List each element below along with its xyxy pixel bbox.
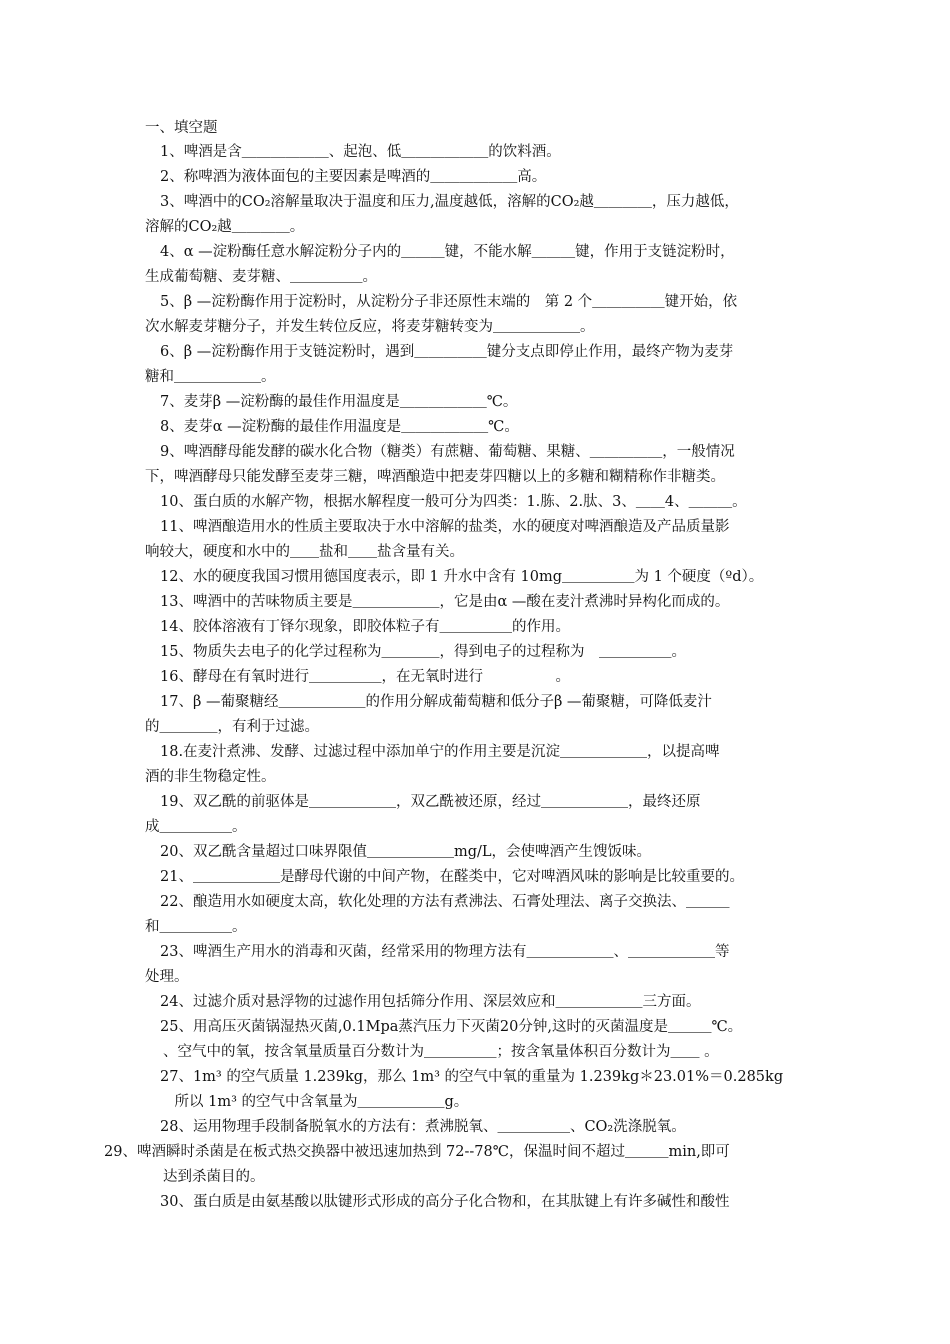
question-line: 酒的非生物稳定性。 bbox=[145, 769, 276, 785]
question-line: 成＿＿＿＿＿。 bbox=[145, 819, 247, 835]
question-line: 16、酵母在有氧时进行＿＿＿＿＿，在无氧时进行 。 bbox=[160, 669, 570, 685]
question-line: 6、β —淀粉酶作用于支链淀粉时，遇到＿＿＿＿＿键分支点即停止作用，最终产物为麦芽 bbox=[160, 344, 734, 360]
question-line: 、空气中的氧，按含氧量质量百分数计为＿＿＿＿＿；按含氧量体积百分数计为＿＿ 。 bbox=[163, 1044, 719, 1060]
question-line: 15、物质失去电子的化学过程称为＿＿＿＿，得到电子的过程称为 ＿＿＿＿＿。 bbox=[160, 644, 686, 660]
question-line: 21、＿＿＿＿＿＿是酵母代谢的中间产物，在醛类中，它对啤酒风味的影响是比较重要的。 bbox=[160, 869, 744, 885]
question-line: 达到杀菌目的。 bbox=[163, 1169, 265, 1185]
question-line: 10、蛋白质的水解产物，根据水解程度一般可分为四类：1.胨、2.肽、3、＿＿4、＿＿＿。 bbox=[160, 494, 747, 510]
question-line: 处理。 bbox=[145, 969, 189, 985]
question-line: 所以 1m³ 的空气中含氧量为＿＿＿＿＿＿g。 bbox=[160, 1094, 469, 1110]
question-line: 3、啤酒中的CO₂溶解量取决于温度和压力,温度越低，溶解的CO₂越＿＿＿＿，压力越低， bbox=[160, 194, 739, 210]
question-line: 次水解麦芽糖分子，并发生转位反应，将麦芽糖转变为＿＿＿＿＿＿。 bbox=[145, 319, 595, 335]
question-line: 11、啤酒酿造用水的性质主要取决于水中溶解的盐类，水的硬度对啤酒酿造及产品质量影 bbox=[160, 519, 730, 535]
question-line: 17、β —葡聚糖经＿＿＿＿＿＿的作用分解成葡萄糖和低分子β —葡聚糖，可降低麦汁 bbox=[160, 694, 712, 710]
question-line: 13、啤酒中的苦味物质主要是＿＿＿＿＿＿，它是由α —酸在麦汁煮沸时异构化而成的。 bbox=[160, 594, 730, 610]
question-line: 7、麦芽β —淀粉酶的最佳作用温度是＿＿＿＿＿＿℃。 bbox=[160, 394, 518, 410]
question-line: 8、麦芽α —淀粉酶的最佳作用温度是＿＿＿＿＿＿℃。 bbox=[160, 419, 519, 435]
question-line: 9、啤酒酵母能发酵的碳水化合物（糖类）有蔗糖、葡萄糖、果糖、＿＿＿＿＿，一般情况 bbox=[160, 444, 735, 460]
question-line: 生成葡萄糖、麦芽糖、＿＿＿＿＿。 bbox=[145, 269, 377, 285]
question-line: 23、啤酒生产用水的消毒和灭菌，经常采用的物理方法有＿＿＿＿＿＿、＿＿＿＿＿＿等 bbox=[160, 944, 730, 960]
question-line: 18.在麦汁煮沸、发酵、过滤过程中添加单宁的作用主要是沉淀＿＿＿＿＿＿，以提高啤 bbox=[160, 744, 720, 760]
question-line: 下，啤酒酵母只能发酵至麦芽三糖，啤酒酿造中把麦芽四糖以上的多糖和糊精称作非糖类。 bbox=[145, 469, 725, 485]
question-line: 2、称啤酒为液体面包的主要因素是啤酒的＿＿＿＿＿＿高。 bbox=[160, 169, 547, 185]
question-line: 溶解的CO₂越＿＿＿＿。 bbox=[145, 219, 305, 235]
question-line: 的＿＿＿＿，有利于过滤。 bbox=[145, 719, 319, 735]
question-line: 5、β —淀粉酶作用于淀粉时，从淀粉分子非还原性末端的 第 2 个＿＿＿＿＿键开始，依 bbox=[160, 294, 738, 310]
question-line: 4、α —淀粉酶任意水解淀粉分子内的＿＿＿键，不能水解＿＿＿键，作用于支链淀粉时， bbox=[160, 244, 735, 260]
question-line: 22、酿造用水如硬度太高，软化处理的方法有煮沸法、石膏处理法、离子交换法、＿＿＿ bbox=[160, 894, 730, 910]
question-line: 25、用高压灭菌锅湿热灭菌,0.1Mpa蒸汽压力下灭菌20分钟,这时的灭菌温度是＿＿＿℃。 bbox=[160, 1019, 743, 1035]
question-line: 19、双乙酰的前驱体是＿＿＿＿＿＿，双乙酰被还原，经过＿＿＿＿＿＿，最终还原 bbox=[160, 794, 701, 810]
question-line: 响较大，硬度和水中的＿＿盐和＿＿盐含量有关。 bbox=[145, 544, 464, 560]
question-line: 12、水的硬度我国习惯用德国度表示，即 1 升水中含有 10mg＿＿＿＿＿为 1 个硬度（ºd）。 bbox=[160, 569, 764, 585]
question-line: 27、1m³ 的空气质量 1.239kg，那么 1m³ 的空气中氧的重量为 1.239kg＊23.01%＝0.285kg bbox=[160, 1069, 784, 1085]
question-line: 24、过滤介质对悬浮物的过滤作用包括筛分作用、深层效应和＿＿＿＿＿＿三方面。 bbox=[160, 994, 701, 1010]
question-line: 20、双乙酰含量超过口味界限值＿＿＿＿＿＿mg/L，会使啤酒产生馊饭味。 bbox=[160, 844, 651, 860]
question-line: 14、胶体溶液有丁铎尔现象，即胶体粒子有＿＿＿＿＿的作用。 bbox=[160, 619, 570, 635]
question-line: 29、啤酒瞬时杀菌是在板式热交换器中被迅速加热到 72--78℃，保温时间不超过＿＿＿min,即可 bbox=[104, 1144, 730, 1160]
section-title: 一、填空题 bbox=[145, 120, 218, 136]
question-line: 1、啤酒是含＿＿＿＿＿＿、起泡、低＿＿＿＿＿＿的饮料酒。 bbox=[160, 144, 561, 160]
question-line: 糖和＿＿＿＿＿＿。 bbox=[145, 369, 276, 385]
question-line: 30、蛋白质是由氨基酸以肽键形式形成的高分子化合物和，在其肽键上有许多碱性和酸性 bbox=[160, 1194, 730, 1210]
question-line: 28、运用物理手段制备脱氧水的方法有：煮沸脱氧、＿＿＿＿＿、CO₂洗涤脱氧。 bbox=[160, 1119, 686, 1135]
question-line: 和＿＿＿＿＿。 bbox=[145, 919, 247, 935]
